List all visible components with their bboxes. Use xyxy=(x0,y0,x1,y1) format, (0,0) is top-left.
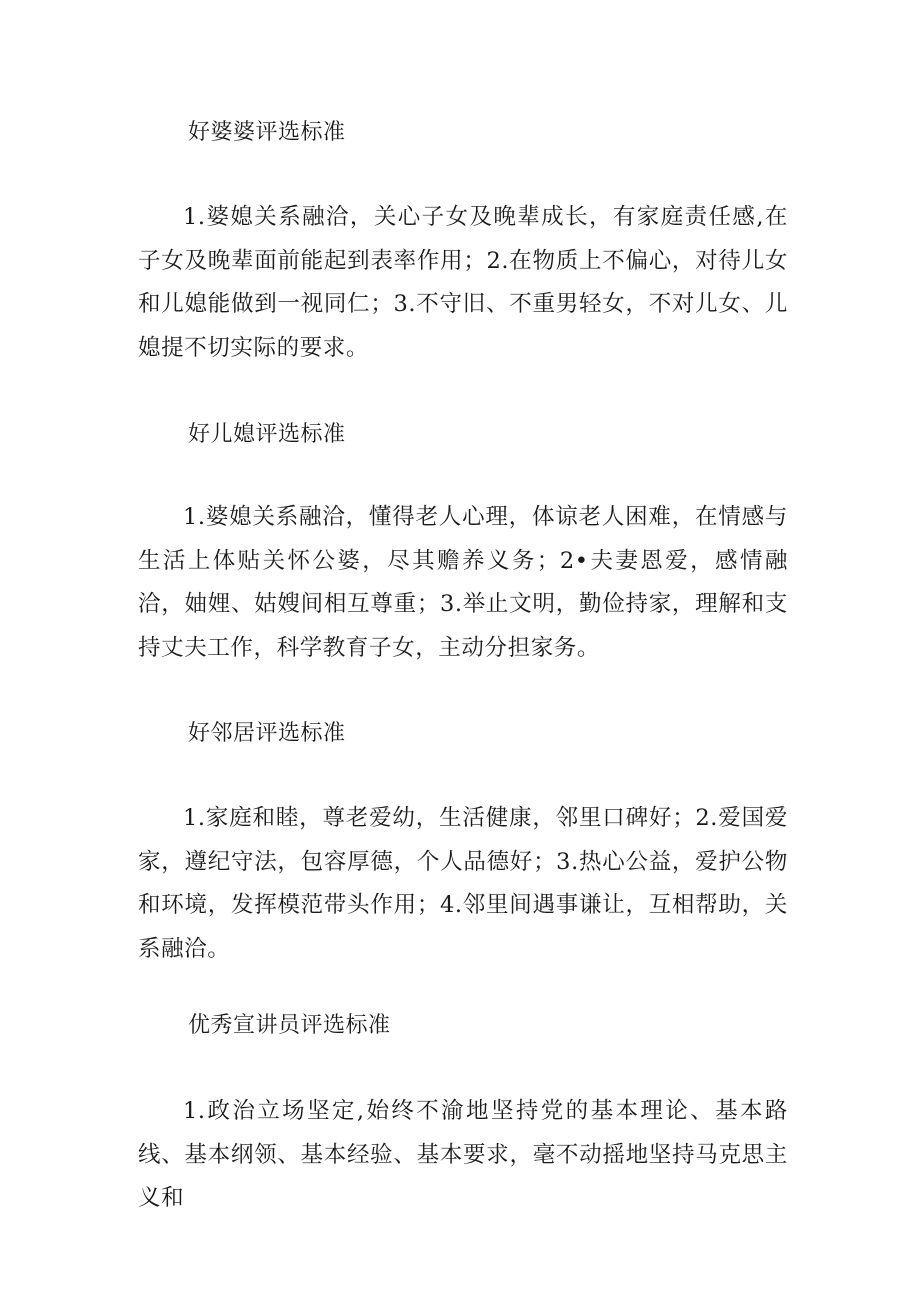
section-body-good-mother-in-law: 1.婆媳关系融洽，关心子女及晚辈成长，有家庭责任感,在子女及晚辈面前能起到表率作用；2.在物质上不偏心，对待儿女和儿媳能做到一视同仁；3.不守旧、不重男轻女，不对儿女、儿媳提不切实际的要求。 xyxy=(138,204,788,361)
section-heading-excellent-lecturer: 优秀宣讲员评选标准 xyxy=(188,1013,391,1038)
section-heading-good-neighbor: 好邻居评选标准 xyxy=(188,721,346,746)
section-body-good-daughter-in-law: 1.婆媳关系融洽，懂得老人心理，体谅老人困难，在情感与生活上体贴关怀公婆，尽其赡养义务；2•夫妻恩爱，感情融洽，妯娌、姑嫂间相互尊重；3.举止文明，勤俭持家，理解和支持丈夫工作，科学教育子女，主动分担家务。 xyxy=(138,504,788,661)
section-body-good-neighbor: 1.家庭和睦，尊老爱幼，生活健康，邻里口碑好；2.爱国爱家，遵纪守法，包容厚德，个人品德好；3.热心公益，爱护公物和环境，发挥模范带头作用；4.邻里间遇事谦让，互相帮助，关系融洽。 xyxy=(138,805,788,962)
section-body-excellent-lecturer: 1.政治立场坚定,始终不渝地坚持党的基本理论、基本路线、基本纲领、基本经验、基本要求，毫不动摇地坚持马克思主义和 xyxy=(138,1098,788,1211)
section-heading-good-daughter-in-law: 好儿媳评选标准 xyxy=(188,422,346,447)
section-heading-good-mother-in-law: 好婆婆评选标准 xyxy=(188,120,346,145)
